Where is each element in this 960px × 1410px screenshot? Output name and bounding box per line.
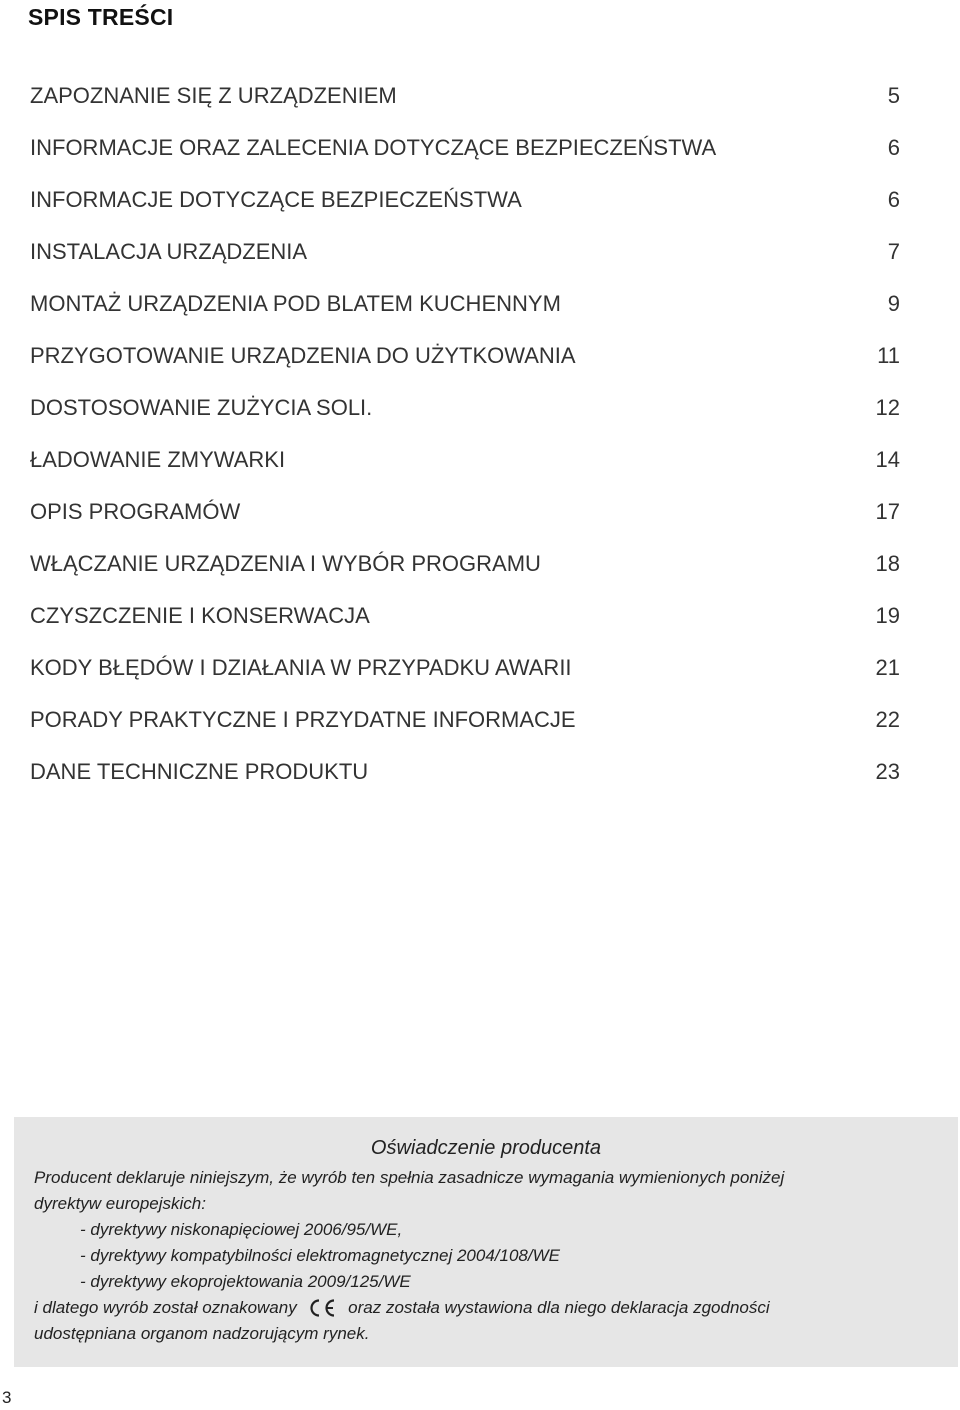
declaration-title: Oświadczenie producenta	[370, 1137, 602, 1159]
toc-entry-page: 14	[875, 447, 900, 472]
page-number: 3	[2, 1388, 12, 1407]
toc-entry	[30, 759, 900, 789]
toc-entry	[30, 135, 900, 165]
toc-entry-title: DANE TECHNICZNE PRODUKTU	[30, 759, 369, 784]
toc-entry-page: 17	[875, 499, 900, 524]
toc-entry	[30, 239, 900, 269]
toc-entry-page: 7	[887, 239, 900, 264]
declaration-intro-line: Producent deklaruje niniejszym, że wyrób ten spełnia zasadnicze wymagania wymienionych poniżej	[34, 1168, 785, 1187]
toc-entry-page: 19	[875, 603, 900, 628]
ce-mark-icon	[307, 1298, 337, 1318]
declaration-intro-line: dyrektyw europejskich:	[34, 1194, 206, 1213]
toc-entry-page: 18	[875, 551, 900, 576]
toc-entry-title: INSTALACJA URZĄDZENIA	[30, 239, 308, 264]
declaration-closing-before-mark: i dlatego wyrób został oznakowany	[34, 1298, 297, 1317]
toc-entry-title: WŁĄCZANIE URZĄDZENIA I WYBÓR PROGRAMU	[30, 551, 541, 576]
directive-item: - dyrektywy ekoprojektowania 2009/125/WE	[80, 1272, 411, 1291]
toc-heading: SPIS TREŚCI	[28, 4, 174, 30]
toc-entry	[30, 83, 900, 113]
toc-entry-page: 6	[887, 135, 900, 160]
declaration-closing-line: udostępniana organom nadzorującym rynek.	[34, 1324, 370, 1343]
toc-entry-page: 6	[887, 187, 900, 212]
toc-entry-title: KODY BŁĘDÓW I DZIAŁANIA W PRZYPADKU AWARII	[30, 655, 572, 680]
toc-entry-title: CZYSZCZENIE I KONSERWACJA	[30, 603, 370, 628]
toc-entry-page: 12	[875, 395, 900, 420]
toc-entry-title: PRZYGOTOWANIE URZĄDZENIA DO UŻYTKOWANIA	[30, 343, 576, 368]
toc-entry	[30, 291, 900, 321]
toc-entry-title: ZAPOZNANIE SIĘ Z URZĄDZENIEM	[30, 83, 397, 108]
toc-entry-title: PORADY PRAKTYCZNE I PRZYDATNE INFORMACJE	[30, 707, 576, 732]
toc-entry	[30, 395, 900, 425]
toc-entry	[30, 187, 900, 217]
toc-entry-title: MONTAŻ URZĄDZENIA POD BLATEM KUCHENNYM	[30, 291, 561, 316]
toc-entry-page: 21	[875, 655, 900, 680]
toc-entry-page: 11	[877, 343, 900, 368]
toc-entry	[30, 551, 900, 581]
toc-entry-page: 22	[875, 707, 900, 732]
toc-entry-page: 9	[887, 291, 900, 316]
toc-entry-title: OPIS PROGRAMÓW	[30, 499, 241, 524]
toc-entry	[30, 343, 900, 373]
toc-entry-page: 5	[887, 83, 900, 108]
toc-entry	[30, 655, 900, 685]
toc-entry-title: INFORMACJE ORAZ ZALECENIA DOTYCZĄCE BEZPIECZEŃSTWA	[30, 135, 717, 160]
toc-entry-title: INFORMACJE DOTYCZĄCE BEZPIECZEŃSTWA	[30, 187, 522, 212]
toc-entry-title: ŁADOWANIE ZMYWARKI	[30, 447, 286, 472]
manufacturer-declaration-box	[14, 1117, 958, 1367]
directive-item: - dyrektywy niskonapięciowej 2006/95/WE,	[80, 1220, 403, 1239]
toc-entry	[30, 707, 900, 737]
toc-entry-title: DOSTOSOWANIE ZUŻYCIA SOLI.	[30, 395, 373, 420]
declaration-closing-line	[34, 1298, 770, 1318]
toc-entry	[30, 447, 900, 477]
toc-entry	[30, 499, 900, 529]
toc-entry	[30, 603, 900, 633]
toc-entry-page: 23	[875, 759, 900, 784]
directive-item: - dyrektywy kompatybilności elektromagnetycznej 2004/108/WE	[80, 1246, 560, 1265]
declaration-closing-after-mark: oraz została wystawiona dla niego deklaracja zgodności	[348, 1298, 770, 1317]
